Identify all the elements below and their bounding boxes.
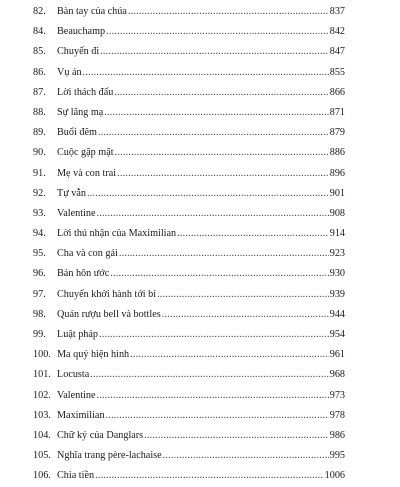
page-number: 968 [329, 369, 345, 381]
dot-leader [104, 103, 328, 123]
chapter-title: Luật pháp [57, 329, 99, 340]
dot-leader [96, 204, 328, 224]
dot-leader [144, 426, 329, 446]
chapter-number: 103. [33, 409, 51, 421]
chapter-title: Sự lăng mạ [57, 106, 104, 118]
toc-entry[interactable] [33, 63, 345, 83]
page-number: 1006 [324, 470, 345, 482]
dot-leader [90, 365, 328, 385]
chapter-number: 85. [33, 46, 46, 58]
page-number: 954 [329, 329, 345, 340]
chapter-number: 99. [33, 329, 46, 340]
chapter-number: 104. [33, 429, 51, 441]
toc-entry[interactable] [33, 184, 345, 204]
toc-entry[interactable] [33, 42, 345, 62]
chapter-number: 94. [33, 228, 46, 240]
toc-entry[interactable] [33, 103, 345, 123]
toc-entry[interactable] [33, 22, 345, 42]
toc-entry[interactable] [33, 426, 345, 446]
dot-leader [110, 264, 329, 284]
page-number: 939 [329, 288, 345, 300]
page-number: 837 [329, 6, 345, 17]
toc-entry[interactable] [33, 2, 345, 22]
chapter-number: 92. [33, 187, 46, 199]
chapter-number: 88. [33, 106, 46, 118]
page-number: 944 [329, 308, 345, 320]
chapter-title: Maximilian [57, 409, 105, 421]
toc-entry[interactable] [33, 224, 345, 244]
dot-leader [106, 22, 329, 42]
toc-entry[interactable] [33, 446, 345, 466]
toc-entry[interactable] [33, 305, 345, 325]
page-number: 923 [329, 248, 345, 260]
chapter-title: Cuộc gặp mặt [57, 147, 114, 159]
dot-leader [87, 184, 329, 204]
toc-entry[interactable] [33, 143, 345, 163]
toc-entry[interactable] [33, 204, 345, 224]
page-number: 961 [329, 349, 345, 361]
chapter-title: Buổi đêm [57, 127, 97, 139]
dot-leader [96, 386, 328, 406]
page-number: 930 [329, 268, 345, 280]
chapter-title: Chia tiền [57, 470, 95, 482]
toc-entry[interactable] [33, 123, 345, 143]
dot-leader [83, 63, 329, 83]
dot-leader [106, 406, 329, 426]
toc-entry[interactable] [33, 406, 345, 426]
chapter-number: 102. [33, 389, 51, 401]
dot-leader [100, 42, 329, 62]
chapter-title: Lời thú nhận của Maximilian [57, 228, 177, 240]
page-number: 871 [329, 106, 345, 118]
toc-entry[interactable] [33, 83, 345, 103]
toc-entry[interactable] [33, 164, 345, 184]
dot-leader [157, 285, 329, 305]
dot-leader [115, 143, 329, 163]
dot-leader [114, 83, 328, 103]
chapter-title: Chuyến đi [57, 46, 100, 58]
chapter-number: 96. [33, 268, 46, 280]
chapter-number: 84. [33, 26, 46, 38]
chapter-title: Bàn tay của chúa [57, 6, 127, 17]
chapter-title: Tự vẫn [57, 187, 87, 199]
dot-leader [162, 305, 329, 325]
chapter-number: 98. [33, 308, 46, 320]
page-number: 914 [329, 228, 345, 240]
toc-entry[interactable] [33, 345, 345, 365]
chapter-number: 93. [33, 207, 46, 219]
page-number: 908 [329, 207, 345, 219]
chapter-number: 101. [33, 369, 51, 381]
page-number: 842 [329, 26, 345, 38]
chapter-title: Quán rượu bell và bottles [57, 308, 161, 320]
dot-leader [99, 325, 329, 345]
chapter-number: 95. [33, 248, 46, 260]
page-number: 896 [329, 167, 345, 179]
chapter-number: 106. [33, 470, 51, 482]
chapter-title: Nghĩa trang père-lachaise [57, 450, 162, 462]
page-number: 978 [329, 409, 345, 421]
toc-entry[interactable] [33, 466, 345, 486]
chapter-title: Mẹ và con trai [57, 167, 117, 179]
page-number: 855 [329, 66, 345, 78]
chapter-title: Locusta [57, 369, 90, 381]
dot-leader [117, 164, 329, 184]
chapter-title: Lời thách đấu [57, 86, 114, 98]
toc-entry[interactable] [33, 386, 345, 406]
chapter-title: Chữ ký của Danglars [57, 429, 144, 441]
dot-leader [128, 2, 329, 22]
chapter-number: 100. [33, 349, 51, 361]
chapter-number: 91. [33, 167, 46, 179]
chapter-number: 87. [33, 86, 46, 98]
toc-entry[interactable] [33, 285, 345, 305]
toc-entry[interactable] [33, 325, 345, 345]
chapter-number: 105. [33, 450, 51, 462]
chapter-number: 89. [33, 127, 46, 139]
chapter-title: Valentine [57, 389, 96, 401]
page-number: 847 [329, 46, 345, 58]
chapter-title: Beauchamp [57, 26, 106, 38]
chapter-title: Vụ án [57, 66, 82, 78]
chapter-number: 97. [33, 288, 46, 300]
chapter-number: 90. [33, 147, 46, 159]
chapter-title: Ma quỷ hiện hình [57, 349, 130, 361]
dot-leader [95, 466, 324, 486]
page-number: 973 [329, 389, 345, 401]
table-of-contents [33, 2, 345, 487]
dot-leader [163, 446, 329, 466]
toc-entry[interactable] [33, 264, 345, 284]
page-number: 886 [329, 147, 345, 159]
toc-entry[interactable] [33, 244, 345, 264]
page-number: 995 [329, 450, 345, 462]
page-number: 901 [329, 187, 345, 199]
chapter-title: Bản hôn ước [57, 268, 110, 280]
chapter-number: 82. [33, 6, 46, 17]
page-number: 986 [329, 429, 345, 441]
chapter-title: Cha và con gái [57, 248, 118, 260]
toc-entry[interactable] [33, 365, 345, 385]
dot-leader [130, 345, 329, 365]
chapter-title: Valentine [57, 207, 96, 219]
chapter-title: Chuyến khởi hành tới bỉ [57, 288, 157, 300]
page-number: 866 [329, 86, 345, 98]
dot-leader [98, 123, 329, 143]
chapter-number: 86. [33, 66, 46, 78]
dot-leader [177, 224, 329, 244]
page-number: 879 [329, 127, 345, 139]
dot-leader [119, 244, 329, 264]
